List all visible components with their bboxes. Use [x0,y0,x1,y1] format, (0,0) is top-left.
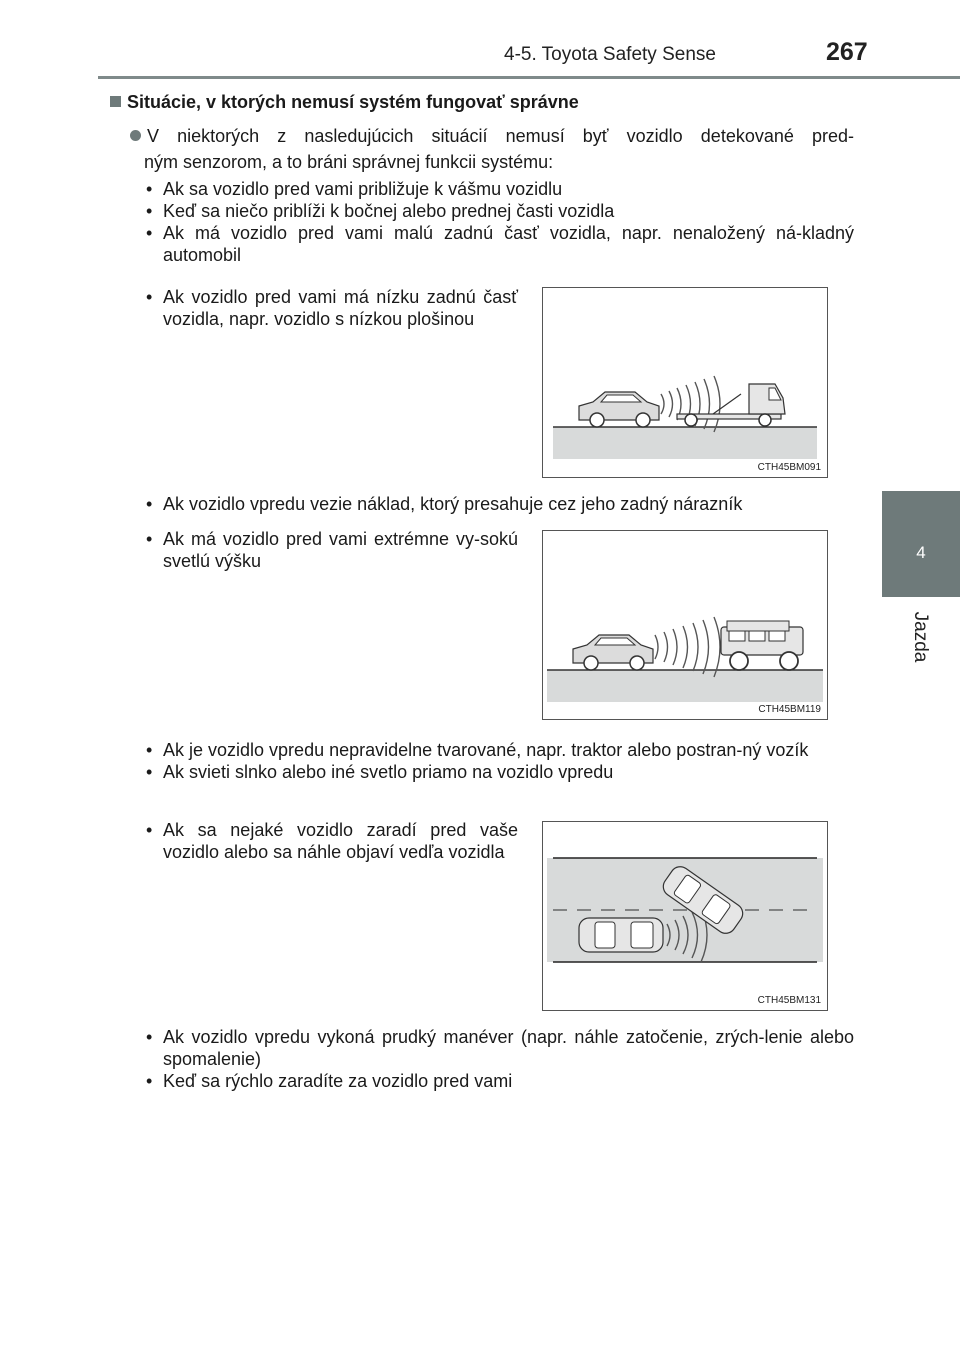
bullet-list-c [146,739,854,783]
header-section-title: 4-5. Toyota Safety Sense [504,44,716,65]
bullet-list-fig1 [146,286,518,330]
list-item: • Ak vozidlo pred vami má nízku zadnú časť vozidla, napr. vozidlo s nízkou plošinou [146,286,518,330]
figure-cut-in-illustration [543,822,827,1010]
header-rule [98,76,960,79]
square-bullet-icon [110,96,121,107]
figure-code: CTH45BM119 [758,704,821,715]
figure-cut-in [542,821,828,1011]
round-bullet-icon [130,130,141,141]
intro-line-2: ným senzorom, a to bráni správnej funkcii systému: [144,152,554,172]
page-number: 267 [826,38,868,66]
figure-code: CTH45BM091 [757,462,821,473]
chapter-number: 4 [916,543,926,562]
list-item: • Ak vozidlo vpredu vykoná prudký manéver (napr. náhle zatočenie, zrých-lenie alebo spomalenie) [146,1026,854,1070]
chapter-label-wrap [898,605,942,669]
section-heading-text: Situácie, v ktorých nemusí systém fungovať správne [127,92,579,112]
list-item: • Ak má vozidlo pred vami extrémne vy-sokú svetlú výšku [146,528,518,572]
section-heading [110,92,579,113]
list-item: • Ak je vozidlo vpredu nepravidelne tvarované, napr. traktor alebo postran-ný vozík [146,739,854,761]
list-item: • Ak svieti slnko alebo iné svetlo priamo na vozidlo vpredu [146,761,854,783]
figure-low-platform [542,287,828,478]
list-item: • Keď sa niečo priblíži k bočnej alebo prednej časti vozidla [146,200,854,222]
bullet-list-fig3 [146,819,518,863]
figure-code: CTH45BM131 [757,995,821,1006]
intro-paragraph [130,123,854,175]
list-item: • Ak sa vozidlo pred vami približuje k vášmu vozidlu [146,178,854,200]
list-item: • Ak vozidlo vpredu vezie náklad, ktorý presahuje cez jeho zadný nárazník [146,493,854,515]
figure-low-platform-illustration [543,288,827,477]
bullet-list-d [146,1026,854,1092]
bullet-list-b [146,493,854,515]
intro-line-1: V niektorých z nasledujúcich situácií nemusí byť vozidlo detekované pred- [147,126,854,146]
chapter-tab [882,491,960,597]
list-item: • Ak má vozidlo pred vami malú zadnú časť vozidla, napr. nenaložený ná-kladný automobil [146,222,854,266]
list-item: • Keď sa rýchlo zaradíte za vozidlo pred vami [146,1070,854,1092]
chapter-label: Jazda [910,611,931,663]
figure-high-clearance-illustration [543,531,827,719]
list-item: • Ak sa nejaké vozidlo zaradí pred vaše vozidlo alebo sa náhle objaví vedľa vozidla [146,819,518,863]
figure-high-clearance [542,530,828,720]
bullet-list-fig2 [146,528,518,572]
bullet-list-a [146,178,854,266]
